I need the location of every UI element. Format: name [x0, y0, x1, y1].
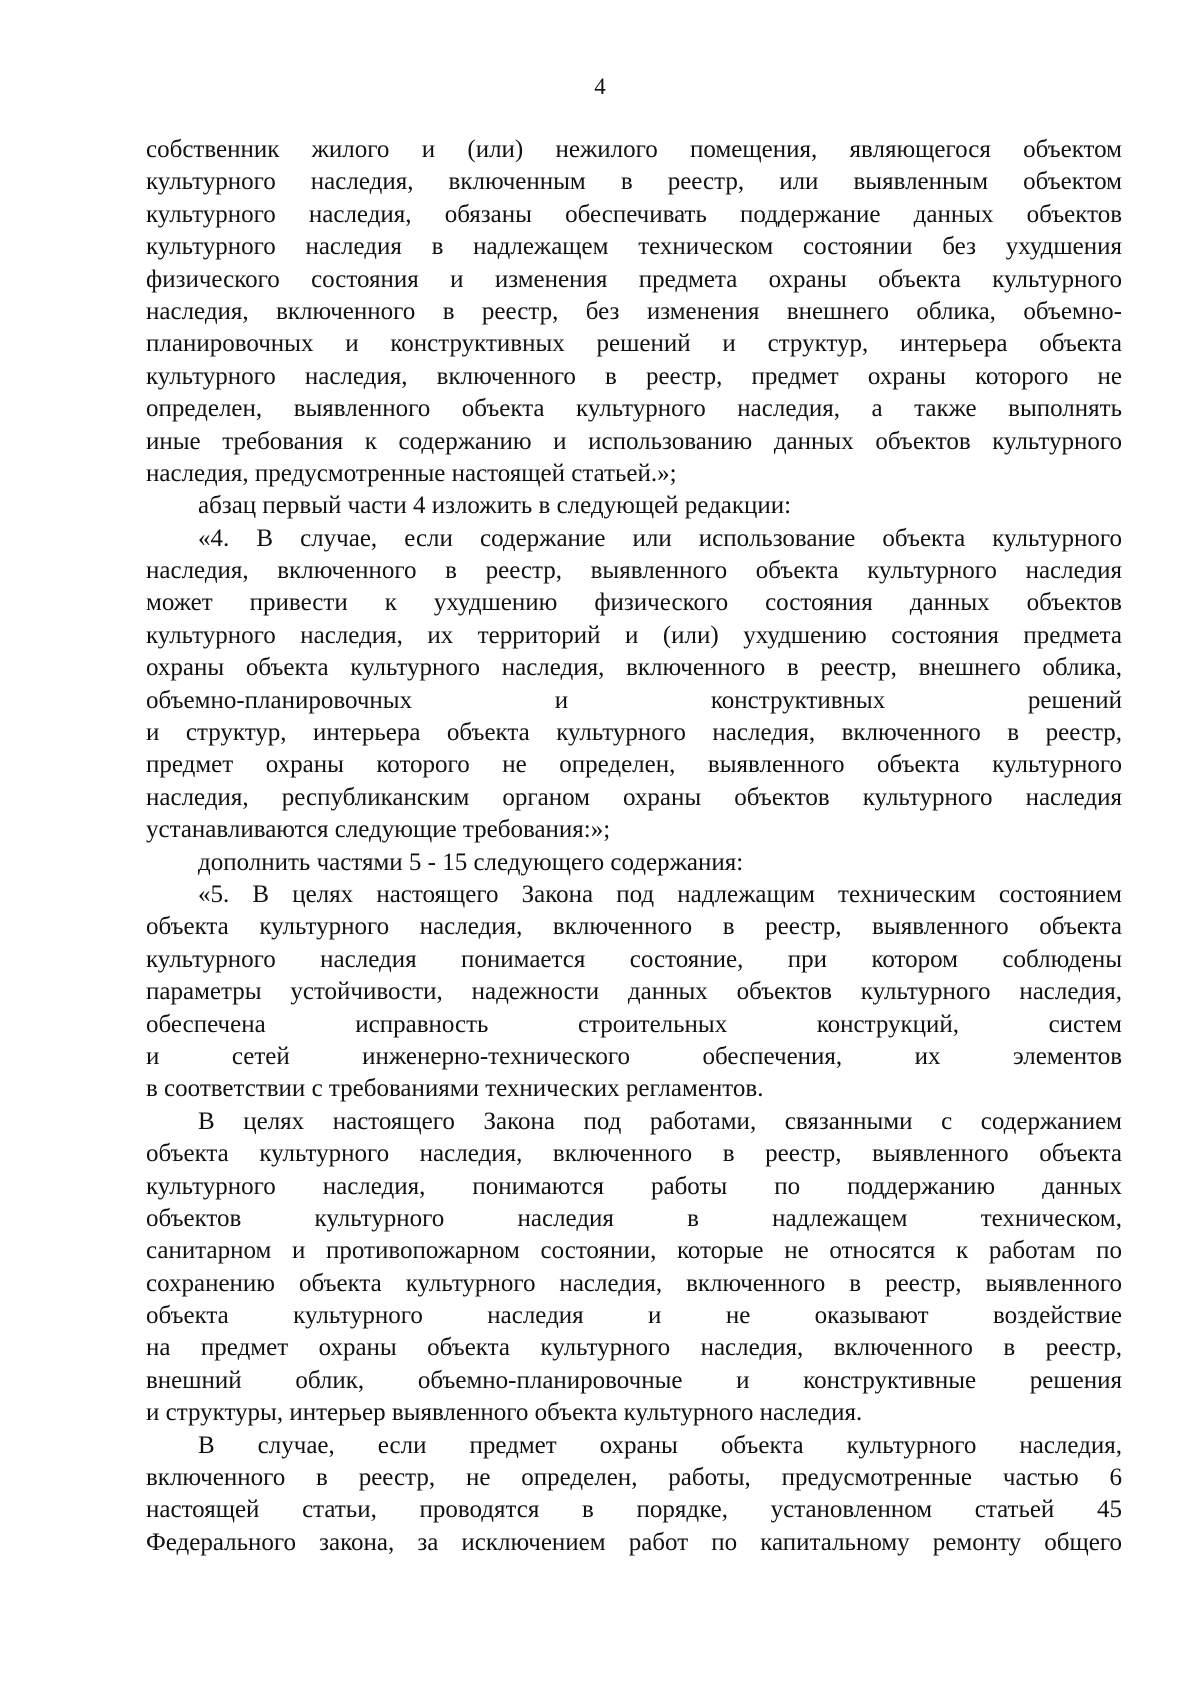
text-line: включенного в реестр, не определен, работы, предусмотренные частью 6	[146, 1464, 1122, 1492]
text-line: объекта культурного наследия и не оказывают воздействие	[146, 1302, 1122, 1330]
text-line: предмет охраны которого не определен, выявленного объекта культурного	[146, 751, 1122, 779]
text-line: санитарном и противопожарном состоянии, которые не относятся к работам по	[146, 1237, 1122, 1265]
text-line: культурного наследия понимается состояние, при котором соблюдены	[146, 945, 1122, 973]
text-line: в соответствии с требованиями технических регламентов.	[146, 1075, 764, 1103]
text-line: обеспечена исправность строительных конструкций, систем	[146, 1010, 1122, 1038]
text-line: «4. В случае, если содержание или использование объекта культурного	[198, 524, 1122, 552]
text-line: внешний облик, объемно-планировочные и конструктивные решения	[146, 1366, 1122, 1394]
body-text	[146, 134, 1122, 1559]
text-line: объекта культурного наследия, включенного в реестр, выявленного объекта	[146, 1140, 1122, 1168]
text-line: культурного наследия, понимаются работы по поддержанию данных	[146, 1172, 1122, 1200]
text-line: В случае, если предмет охраны объекта культурного наследия,	[198, 1431, 1122, 1459]
text-line: и структур, интерьера объекта культурного наследия, включенного в реестр,	[146, 719, 1122, 747]
text-line: параметры устойчивости, надежности данных объектов культурного наследия,	[146, 978, 1122, 1006]
text-line: собственник жилого и (или) нежилого помещения, являющегося объектом	[146, 136, 1122, 163]
text-line: и структуры, интерьер выявленного объекта культурного наследия.	[146, 1399, 863, 1427]
text-line: иные требования к содержанию и использованию данных объектов культурного	[146, 427, 1122, 455]
text-line: культурного наследия в надлежащем техническом состоянии без ухудшения	[146, 233, 1122, 261]
text-line: охраны объекта культурного наследия, включенного в реестр, внешнего облика,	[146, 654, 1122, 682]
text-line: наследия, включенного в реестр, выявленного объекта культурного наследия	[146, 557, 1122, 585]
text-line: культурного наследия, их территорий и (или) ухудшению состояния предмета	[146, 621, 1122, 649]
page-number: 4	[594, 74, 606, 99]
text-line: культурного наследия, включенным в реестр, или выявленным объектом	[146, 168, 1122, 196]
text-line: и сетей инженерно-технического обеспечения, их элементов	[146, 1042, 1122, 1070]
text-line: объемно-планировочных и конструктивных решений	[146, 686, 1122, 714]
text-line: В целях настоящего Закона под работами, связанными с содержанием	[198, 1107, 1122, 1135]
text-line: дополнить частями 5 - 15 следующего содержания:	[198, 848, 744, 876]
text-line: «5. В целях настоящего Закона под надлежащим техническим состоянием	[198, 880, 1122, 908]
text-line: объектов культурного наследия в надлежащем техническом,	[146, 1204, 1122, 1232]
text-line: культурного наследия, обязаны обеспечивать поддержание данных объектов	[146, 200, 1122, 228]
text-line: на предмет охраны объекта культурного наследия, включенного в реестр,	[146, 1334, 1122, 1362]
text-line: культурного наследия, включенного в реестр, предмет охраны которого не	[146, 362, 1122, 390]
text-line: может привести к ухудшению физического состояния данных объектов	[146, 589, 1122, 617]
text-line: наследия, предусмотренные настоящей статьей.»;	[146, 459, 677, 487]
text-line: наследия, включенного в реестр, без изменения внешнего облика, объемно-	[146, 297, 1122, 325]
text-line: сохранению объекта культурного наследия, включенного в реестр, выявленного	[146, 1269, 1122, 1297]
text-line: абзац первый части 4 изложить в следующей редакции:	[198, 492, 792, 520]
text-line: настоящей статьи, проводятся в порядке, установленном статьей 45	[146, 1496, 1122, 1524]
text-line: объекта культурного наследия, включенного в реестр, выявленного объекта	[146, 913, 1122, 941]
text-line: Федерального закона, за исключением работ по капитальному ремонту общего	[146, 1528, 1122, 1556]
text-line: планировочных и конструктивных решений и структур, интерьера объекта	[146, 330, 1122, 358]
text-line: определен, выявленного объекта культурного наследия, а также выполнять	[146, 395, 1122, 423]
text-line: наследия, республиканским органом охраны объектов культурного наследия	[146, 783, 1122, 811]
text-line: физического состояния и изменения предмета охраны объекта культурного	[146, 265, 1122, 293]
text-line: устанавливаются следующие требования:»;	[146, 816, 611, 844]
